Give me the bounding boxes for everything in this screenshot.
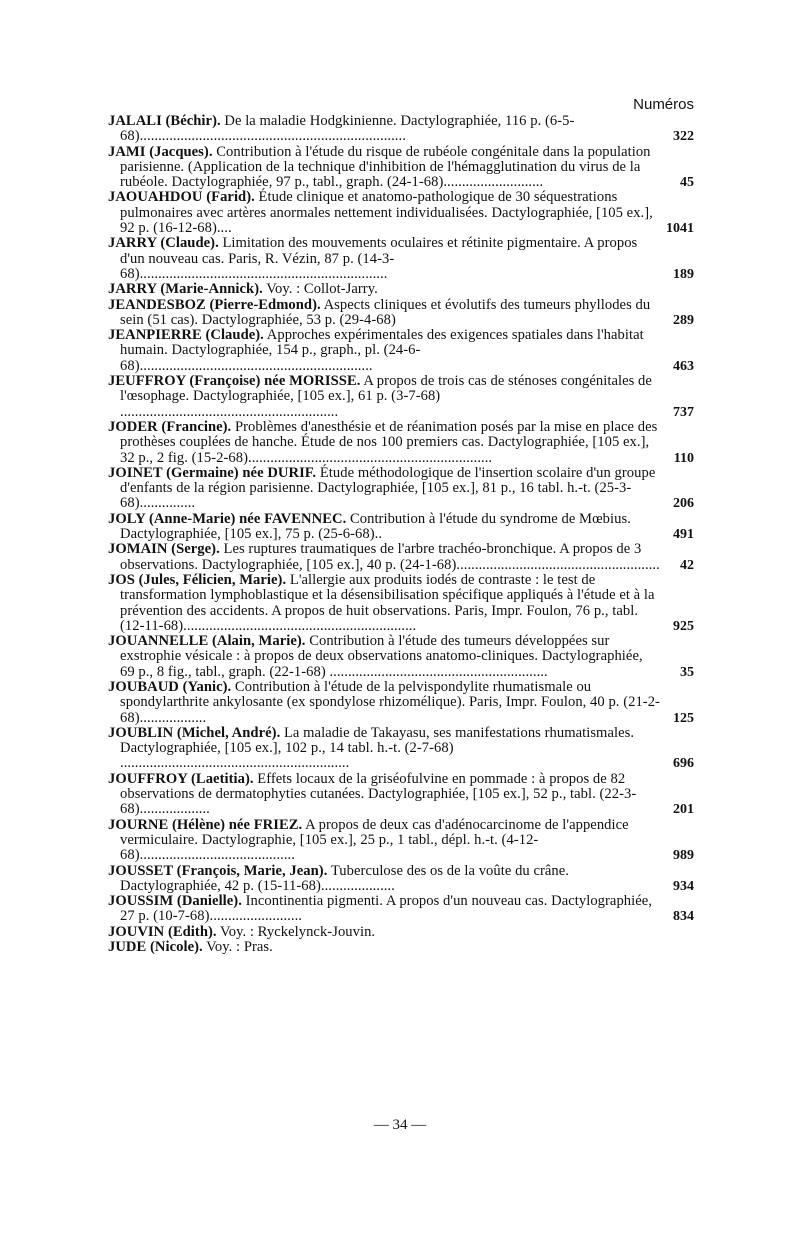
entry-text (108, 940, 660, 955)
entry-text (108, 542, 660, 573)
entry-description: A propos de deux cas d'adénocarcinome de l'appendice vermiculaire. Dactylographie, [105 ex.], 25 p., 1 tabl., dépl. h.-t. (4-12-68).......................................... (120, 816, 629, 864)
entry-description: Approches expérimentales des exigences spatiales dans l'habitat humain. Dactylographiée, 154 p., graph., pl. (24-6-68)............................................................... (120, 327, 644, 374)
author-name: JOUVIN (Edith). (108, 923, 217, 940)
author-name: JOUBAUD (Yanic). (108, 678, 232, 695)
entry-text (108, 894, 660, 925)
entry-number: 696 (673, 756, 694, 772)
list-item (108, 864, 694, 895)
author-name: JARRY (Claude). (108, 235, 219, 252)
entry-description: Contribution à l'étude des tumeurs développées sur exstrophie vésicale : à propos de deux observations anatomo-cliniques. Dactylographiée, 69 p., 8 fig., tabl., graph. (22-1-68) ........................................................... (120, 633, 643, 680)
entry-number: 110 (673, 450, 694, 466)
list-item (108, 190, 694, 236)
entry-number: 201 (673, 802, 694, 818)
list-item (108, 298, 694, 329)
entry-description: Contribution à l'étude du risque de rubéole congénitale dans la population parisienne. (Application de la technique d'inhibition de l'hémagglutination du virus de la rubéole. Dactylographiée, 97 p., tabl., graph. (24-1-68)........................... (120, 143, 651, 191)
entry-text (108, 145, 660, 191)
entry-number: 834 (673, 909, 694, 925)
entry-number: 35 (680, 664, 694, 680)
entry-description: Problèmes d'anesthésie et de réanimation posés par la mise en place des prothèses couplées de hanche. Étude de nos 100 premiers cas. Dactylographiée, [105 ex.], 32 p., 2 fig. (15-2-68).................................................................. (120, 418, 658, 466)
entry-number: 189 (673, 266, 694, 282)
author-name: JOUANNELLE (Alain, Marie). (108, 633, 306, 650)
entry-text (108, 772, 660, 818)
entry-text (108, 818, 660, 864)
entry-description: Contribution à l'étude de la pelvispondylite rhumatismale ou spondylarthrite ankylosante (ex spondylose rhizomélique). Paris, Impr. Foulon, 40 p. (21-2-68).................. (120, 678, 660, 726)
entry-number: 463 (673, 358, 694, 374)
list-item (108, 512, 694, 543)
author-name: JOMAIN (Serge). (108, 541, 220, 558)
entry-number: 989 (673, 848, 694, 864)
entry-description: Voy. : Pras. (202, 939, 273, 956)
entry-text (108, 114, 660, 145)
list-item (108, 680, 694, 726)
author-name: JOUSSIM (Danielle). (108, 893, 242, 910)
list-item (108, 236, 694, 282)
entry-text (108, 573, 660, 634)
entry-number: 45 (680, 175, 694, 191)
author-name: JOLY (Anne-Marie) née FAVENNEC. (108, 510, 347, 527)
entry-text (108, 726, 660, 772)
author-name: JEANPIERRE (Claude). (108, 327, 264, 344)
author-name: JODER (Francine). (108, 418, 232, 435)
list-item (108, 634, 694, 680)
author-name: JARRY (Marie-Annick). (108, 281, 263, 298)
entry-description: Voy. : Ryckelynck-Jouvin. (216, 923, 376, 940)
author-name: JEANDESBOZ (Pierre-Edmond). (108, 296, 321, 313)
author-name: JAMI (Jacques). (108, 143, 213, 160)
list-item (108, 374, 694, 420)
entry-number: 1041 (666, 221, 694, 237)
entry-description: Incontinentia pigmenti. A propos d'un nouveau cas. Dactylographiée, 27 p. (10-7-68)......................... (120, 893, 653, 925)
entry-description: Effets locaux de la griséofulvine en pommade : à propos de 82 observations de dermatophyties cutanées. Dactylographiée, [105 ex.], 52 p., tabl. (22-3-68)................... (120, 770, 637, 818)
author-name: JOS (Jules, Félicien, Marie). (108, 571, 287, 588)
author-name: JOURNE (Hélène) née FRIEZ. (108, 816, 303, 833)
column-header-numeros: Numéros (633, 96, 694, 113)
entry-text (108, 864, 660, 895)
list-item (108, 542, 694, 573)
entry-number: 491 (673, 527, 694, 543)
entry-number: 289 (673, 312, 694, 328)
entry-text (108, 925, 660, 940)
list-item (108, 466, 694, 512)
entry-text (108, 236, 660, 282)
entry-text (108, 634, 660, 680)
entry-text (108, 680, 660, 726)
list-item (108, 772, 694, 818)
entry-description: Contribution à l'étude du syndrome de Mœbius. Dactylographiée, [105 ex.], 75 p. (25-6-68).. (120, 510, 631, 543)
entry-description: L'allergie aux produits iodés de contraste : le test de transformation lymphoblastique et la désensibilisation spécifique appliqués à l'étude et à la prévention des accidents. A propos de huit observations. Paris, Impr. Foulon, 76 p., tabl. (12-11-68)............................................................... (120, 571, 655, 634)
list-item (108, 726, 694, 772)
entry-number: 737 (673, 404, 694, 420)
list-item (108, 925, 694, 940)
page-number: — 34 — (373, 1117, 427, 1133)
entry-text (108, 420, 660, 466)
list-item (108, 818, 694, 864)
author-name: JOUBLIN (Michel, André). (108, 724, 281, 741)
entry-description: Voy. : Collot-Jarry. (262, 281, 378, 298)
entry-number: 934 (673, 878, 694, 894)
entry-description: Tuberculose des os de la voûte du crâne. Dactylographiée, 42 p. (15-11-68).................... (120, 862, 569, 894)
entry-text (108, 282, 660, 297)
list-item (108, 328, 694, 374)
entry-description: Limitation des mouvements oculaires et rétinite pigmentaire. A propos d'un nouveau cas. Paris, R. Vézin, 87 p. (14-3-68)................................................................... (120, 235, 638, 282)
entry-text (108, 190, 660, 236)
entry-text (108, 374, 660, 420)
bibliography-page (108, 96, 694, 955)
entry-number: 206 (673, 496, 694, 512)
list-item (108, 145, 694, 191)
author-name: JOUFFROY (Laetitia). (108, 770, 254, 787)
list-item (108, 114, 694, 145)
entry-list (108, 114, 694, 955)
entry-description: Les ruptures traumatiques de l'arbre trachéo-bronchique. A propos de 3 observations. Dactylographiée, [105 ex.], 40 p. (24-1-68)....................................................... (120, 541, 660, 573)
author-name: JOUSSET (François, Marie, Jean). (108, 862, 328, 879)
author-name: JUDE (Nicole). (108, 939, 203, 956)
list-item (108, 573, 694, 634)
entry-description: Aspects cliniques et évolutifs des tumeurs phyllodes du sein (51 cas). Dactylographiée, 53 p. (29-4-68) (120, 296, 651, 328)
entry-description: La maladie de Takayasu, ses manifestations rhumatismales. Dactylographiée, [105 ex.], 102 p., 14 tabl. h.-t. (2-7-68) .............................................................. (120, 724, 635, 772)
list-item (108, 282, 694, 297)
author-name: JALALI (Béchir). (108, 113, 221, 129)
list-item (108, 894, 694, 925)
entry-text (108, 512, 660, 543)
list-item (108, 420, 694, 466)
entry-description: Étude méthodologique de l'insertion scolaire d'un groupe d'enfants de la région parisienne. Dactylographiée, [105 ex.], 81 p., 16 tabl. h.-t. (25-3-68)............... (120, 464, 656, 512)
author-name: JEUFFROY (Françoise) née MORISSE. (108, 373, 361, 390)
author-name: JOINET (Germaine) née DURIF. (108, 464, 317, 481)
entry-number: 322 (673, 129, 694, 145)
entry-text (108, 328, 660, 374)
entry-number: 42 (680, 557, 694, 573)
entry-description: A propos de trois cas de sténoses congénitales de l'œsophage. Dactylographiée, [105 ex.], 61 p. (3-7-68) ........................................................... (120, 373, 652, 420)
list-item (108, 940, 694, 955)
entry-number: 125 (673, 710, 694, 726)
entry-text (108, 466, 660, 512)
entry-description: De la maladie Hodgkinienne. Dactylographiée, 116 p. (6-5-68)........................................................................ (120, 113, 575, 145)
entry-text (108, 298, 660, 329)
entry-number: 925 (673, 618, 694, 634)
author-name: JAOUAHDOU (Farid). (108, 189, 255, 206)
entry-description: Étude clinique et anatomo-pathologique de 30 séquestrations pulmonaires avec artères anormales nettement individualisées. Dactylographiée, [105 ex.], 92 p. (16-12-68).... (120, 189, 653, 237)
